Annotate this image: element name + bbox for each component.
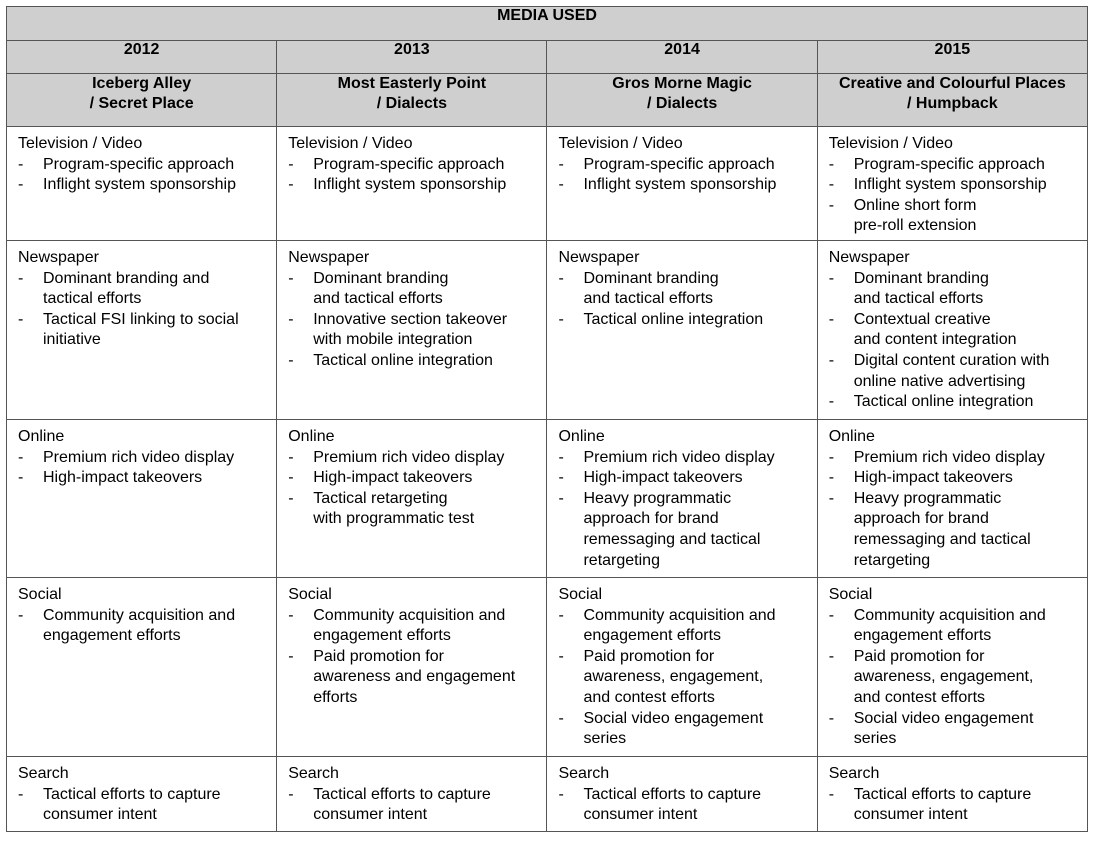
- tactic-list: [288, 606, 538, 709]
- tactic-text-line: consumer intent: [583, 806, 698, 824]
- tactic-item: [829, 448, 1079, 469]
- tactic-text-line: - Online short form: [853, 196, 977, 214]
- media-row: [7, 241, 1088, 420]
- tactic-text-line: and tactical efforts: [313, 290, 443, 308]
- tactic-item: [829, 606, 1079, 647]
- tactic-list: [558, 448, 808, 572]
- campaign-header: [547, 74, 817, 127]
- tactic-list: [829, 448, 1079, 572]
- tactic-text-line: retargeting: [853, 551, 931, 569]
- tactic-text-line: - Program-specific approach: [313, 155, 505, 173]
- tactic-item: [829, 269, 1079, 310]
- media-category-label: Television / Video: [828, 135, 953, 152]
- tactic-list: [18, 155, 268, 196]
- tactic-text-line: engagement efforts: [313, 627, 451, 645]
- tactic-item: [288, 647, 538, 709]
- tactic-item: [18, 468, 268, 489]
- tactic-item: [558, 606, 808, 647]
- tactic-item: [558, 468, 808, 489]
- media-category-label: Online: [558, 428, 605, 445]
- tactic-text-line: - Tactical efforts to capture: [43, 785, 221, 803]
- media-cell: [547, 420, 817, 578]
- media-category-label: Television / Video: [558, 135, 683, 152]
- media-category-label: Newspaper: [288, 249, 370, 266]
- campaign-header-row: [7, 74, 1088, 127]
- tactic-item: [18, 155, 268, 176]
- media-category-label: Online: [828, 428, 875, 445]
- media-cell: [547, 241, 817, 420]
- tactic-text-line: consumer intent: [313, 806, 428, 824]
- campaign-name-line: / Dialects: [646, 95, 718, 112]
- media-category-label: Search: [288, 765, 339, 782]
- media-category-label: Search: [18, 765, 69, 782]
- tactic-list: [288, 448, 538, 530]
- media-cell: [817, 127, 1087, 241]
- tactic-text-line: consumer intent: [853, 806, 968, 824]
- tactic-item: [288, 489, 538, 530]
- media-category-label: Social: [288, 586, 332, 603]
- tactic-item: [829, 155, 1079, 176]
- tactic-text-line: efforts: [313, 688, 358, 706]
- campaign-header: [7, 74, 277, 127]
- tactic-item: [829, 489, 1079, 571]
- tactic-text-line: - Tactical retargeting: [313, 489, 448, 507]
- media-cell: [277, 127, 547, 241]
- media-cell: [817, 241, 1087, 420]
- media-category-label: Newspaper: [558, 249, 640, 266]
- tactic-item: [18, 606, 268, 647]
- campaign-name-line: / Dialects: [376, 95, 447, 112]
- tactic-text-line: - Inflight system sponsorship: [43, 176, 236, 194]
- tactic-text-line: - Premium rich video display: [43, 448, 235, 466]
- media-cell: [277, 420, 547, 578]
- tactic-list: [288, 269, 538, 372]
- tactic-list: [558, 155, 808, 196]
- tactic-list: [829, 269, 1079, 413]
- tactic-list: [829, 606, 1079, 750]
- tactic-list: [829, 785, 1079, 826]
- tactic-text-line: - Inflight system sponsorship: [313, 176, 507, 194]
- tactic-item: [288, 468, 538, 489]
- tactic-item: [829, 647, 1079, 709]
- media-used-table: [6, 6, 1088, 832]
- media-cell: [817, 420, 1087, 578]
- tactic-text-line: - Tactical efforts to capture: [313, 785, 491, 803]
- tactic-item: [558, 155, 808, 176]
- tactic-item: [288, 269, 538, 310]
- tactic-item: [288, 606, 538, 647]
- tactic-item: [18, 310, 268, 351]
- tactic-item: [558, 647, 808, 709]
- year-header: 2013: [277, 41, 547, 74]
- tactic-item: [18, 448, 268, 469]
- tactic-text-line: - Community acquisition and: [853, 606, 1046, 624]
- tactic-item: [829, 709, 1079, 750]
- tactic-text-line: with mobile integration: [313, 331, 473, 349]
- media-category-label: Newspaper: [18, 249, 99, 266]
- media-cell: [7, 757, 277, 832]
- tactic-text-line: awareness, engagement,: [583, 668, 764, 686]
- tactic-text-line: - Dominant branding: [853, 269, 989, 287]
- tactic-text-line: initiative: [43, 331, 101, 349]
- tactic-text-line: - Tactical online integration: [583, 310, 764, 328]
- media-row: [7, 127, 1088, 241]
- tactic-item: [558, 269, 808, 310]
- campaign-header: [817, 74, 1087, 127]
- tactic-text-line: - Contextual creative: [853, 310, 991, 328]
- tactic-text-line: - Social video engagement: [853, 709, 1034, 727]
- tactic-list: [18, 785, 268, 826]
- tactic-item: [829, 785, 1079, 826]
- tactic-text-line: - Tactical online integration: [313, 351, 493, 369]
- tactic-text-line: - Dominant branding: [583, 269, 719, 287]
- tactic-text-line: tactical efforts: [43, 290, 142, 308]
- tactic-item: [288, 175, 538, 196]
- tactic-text-line: - Premium rich video display: [583, 448, 775, 466]
- tactic-text-line: - Heavy programmatic: [583, 489, 732, 507]
- tactic-text-line: - High-impact takeovers: [853, 469, 1013, 487]
- media-cell: [277, 241, 547, 420]
- media-cell: [7, 578, 277, 757]
- tactic-text-line: - Program-specific approach: [583, 155, 775, 173]
- tactic-text-line: and contest efforts: [853, 688, 986, 706]
- campaign-name-line: Iceberg Alley: [92, 75, 192, 92]
- year-header-row: [7, 41, 1088, 74]
- table-body: [7, 127, 1088, 832]
- media-row: [7, 578, 1088, 757]
- tactic-item: [18, 269, 268, 310]
- tactic-list: [18, 269, 268, 351]
- tactic-text-line: approach for brand: [853, 510, 989, 528]
- tactic-text-line: approach for brand: [583, 510, 719, 528]
- tactic-item: [288, 785, 538, 826]
- tactic-text-line: - Tactical FSI linking to social: [43, 310, 239, 328]
- tactic-list: [829, 155, 1079, 237]
- tactic-text-line: with programmatic test: [313, 510, 475, 528]
- tactic-text-line: and content integration: [853, 331, 1017, 349]
- media-category-label: Online: [288, 428, 335, 445]
- media-cell: [547, 578, 817, 757]
- media-cell: [7, 420, 277, 578]
- tactic-text-line: series: [583, 730, 627, 748]
- tactic-item: [558, 175, 808, 196]
- tactic-item: [18, 785, 268, 826]
- campaign-name-line: Creative and Colourful Places: [838, 75, 1066, 92]
- campaign-name-line: Most Easterly Point: [337, 75, 487, 92]
- tactic-text-line: - Heavy programmatic: [853, 489, 1002, 507]
- tactic-item: [18, 175, 268, 196]
- tactic-text-line: - Digital content curation with: [853, 351, 1050, 369]
- tactic-item: [829, 351, 1079, 392]
- campaign-name-line: / Secret Place: [89, 95, 194, 112]
- campaign-name-line: / Humpback: [907, 95, 998, 112]
- tactic-text-line: - Paid promotion for: [853, 647, 985, 665]
- media-row: [7, 757, 1088, 832]
- media-used-table-container: [6, 6, 1088, 832]
- media-category-label: Social: [558, 586, 603, 603]
- media-cell: [7, 127, 277, 241]
- tactic-text-line: online native advertising: [853, 372, 1026, 390]
- tactic-text-line: retargeting: [583, 551, 660, 569]
- tactic-text-line: - Paid promotion for: [313, 647, 444, 665]
- tactic-item: [558, 448, 808, 469]
- tactic-text-line: - Premium rich video display: [313, 448, 505, 466]
- media-category-label: Online: [18, 428, 65, 445]
- tactic-item: [829, 196, 1079, 237]
- tactic-item: [829, 310, 1079, 351]
- tactic-text-line: - Dominant branding and: [43, 269, 210, 287]
- tactic-text-line: - Premium rich video display: [853, 448, 1045, 466]
- tactic-text-line: - High-impact takeovers: [313, 469, 473, 487]
- year-header: 2015: [817, 41, 1087, 74]
- tactic-text-line: - Tactical efforts to capture: [583, 785, 762, 803]
- media-cell: [277, 757, 547, 832]
- tactic-text-line: - High-impact takeovers: [583, 469, 743, 487]
- media-cell: [277, 578, 547, 757]
- media-row: [7, 420, 1088, 578]
- tactic-text-line: engagement efforts: [43, 627, 181, 645]
- tactic-text-line: - Social video engagement: [583, 709, 764, 727]
- media-category-label: Social: [18, 586, 62, 603]
- tactic-text-line: and contest efforts: [583, 688, 715, 706]
- tactic-text-line: series: [853, 730, 897, 748]
- tactic-text-line: - Community acquisition and: [583, 606, 776, 624]
- tactic-text-line: - High-impact takeovers: [43, 469, 203, 487]
- tactic-text-line: and tactical efforts: [853, 290, 984, 308]
- tactic-text-line: - Inflight system sponsorship: [853, 176, 1047, 194]
- tactic-text-line: pre-roll extension: [853, 217, 977, 235]
- tactic-text-line: - Tactical efforts to capture: [853, 785, 1032, 803]
- tactic-item: [558, 310, 808, 331]
- media-category-label: Social: [828, 586, 873, 603]
- media-cell: [7, 241, 277, 420]
- table-title: MEDIA USED: [7, 7, 1088, 41]
- tactic-item: [829, 392, 1079, 413]
- media-cell: [817, 757, 1087, 832]
- tactic-text-line: - Community acquisition and: [313, 606, 506, 624]
- tactic-text-line: awareness and engagement: [313, 668, 516, 686]
- media-category-label: Television / Video: [18, 135, 143, 152]
- tactic-text-line: and tactical efforts: [583, 290, 714, 308]
- year-header: 2012: [7, 41, 277, 74]
- tactic-item: [288, 351, 538, 372]
- tactic-text-line: remessaging and tactical: [583, 530, 761, 548]
- tactic-list: [18, 606, 268, 647]
- tactic-text-line: engagement efforts: [853, 627, 992, 645]
- media-cell: [547, 127, 817, 241]
- tactic-text-line: - Inflight system sponsorship: [583, 176, 777, 194]
- tactic-text-line: awareness, engagement,: [853, 668, 1034, 686]
- media-category-label: Television / Video: [288, 135, 413, 152]
- campaign-header: [277, 74, 547, 127]
- tactic-text-line: - Program-specific approach: [853, 155, 1045, 173]
- tactic-text-line: remessaging and tactical: [853, 530, 1031, 548]
- tactic-text-line: - Community acquisition and: [43, 606, 236, 624]
- media-cell: [547, 757, 817, 832]
- year-header: 2014: [547, 41, 817, 74]
- tactic-item: [288, 310, 538, 351]
- media-cell: [817, 578, 1087, 757]
- tactic-item: [288, 155, 538, 176]
- tactic-list: [558, 269, 808, 331]
- tactic-item: [829, 175, 1079, 196]
- tactic-list: [288, 785, 538, 826]
- tactic-list: [558, 606, 808, 750]
- campaign-name-line: Gros Morne Magic: [612, 75, 752, 92]
- tactic-text-line: - Dominant branding: [313, 269, 449, 287]
- tactic-item: [558, 489, 808, 571]
- tactic-text-line: consumer intent: [43, 806, 157, 824]
- tactic-text-line: - Innovative section takeover: [313, 310, 508, 328]
- media-category-label: Search: [558, 765, 610, 782]
- tactic-text-line: - Tactical online integration: [853, 393, 1034, 411]
- tactic-text-line: engagement efforts: [583, 627, 722, 645]
- tactic-item: [829, 468, 1079, 489]
- tactic-list: [288, 155, 538, 196]
- tactic-text-line: - Paid promotion for: [583, 647, 715, 665]
- tactic-text-line: - Program-specific approach: [43, 155, 235, 173]
- tactic-list: [558, 785, 808, 826]
- tactic-item: [558, 709, 808, 750]
- tactic-list: [18, 448, 268, 489]
- tactic-item: [558, 785, 808, 826]
- media-category-label: Newspaper: [828, 249, 910, 266]
- media-category-label: Search: [828, 765, 880, 782]
- tactic-item: [288, 448, 538, 469]
